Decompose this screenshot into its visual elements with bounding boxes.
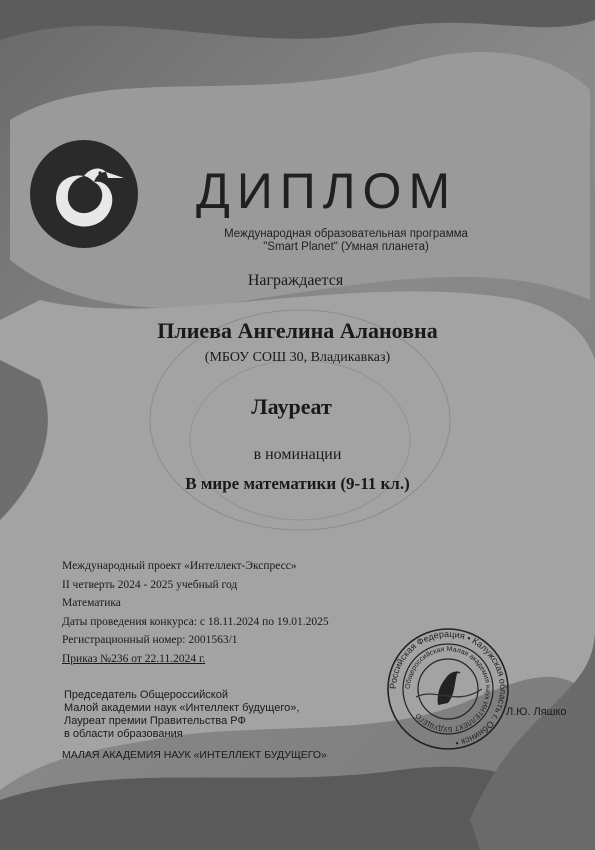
chair-line-3: Лауреат премии Правительства РФ (64, 715, 246, 727)
program-line-1: Международная образовательная программа (224, 228, 468, 240)
stamp-outer-text: Российская Федерация • Калужская область г. Обнинск • (387, 628, 509, 749)
program-subtitle (196, 228, 496, 254)
detail-dates: Даты проведения конкурса: с 18.11.2024 по 19.01.2025 (62, 615, 329, 628)
nomination-label: в номинации (253, 446, 342, 463)
detail-subject: Математика (62, 597, 121, 609)
signer-name: Л.Ю. Ляшко (506, 706, 567, 718)
detail-order: Приказ №236 от 22.11.2024 г. (62, 652, 206, 665)
chair-position (64, 689, 299, 741)
program-line-2: "Smart Planet" (Умная планета) (263, 241, 429, 253)
award-title: Лауреат (251, 394, 332, 419)
chair-line-2: Малой академии наук «Интеллект будущего», (64, 702, 300, 714)
detail-period: II четверть 2024 - 2025 учебный год (62, 578, 238, 591)
project-details (62, 557, 329, 668)
awarded-label: Награждается (247, 272, 344, 289)
recipient-name: Плиева Ангелина Алановна (157, 318, 438, 343)
stamp-icon (386, 627, 510, 751)
bird-in-circle-icon (28, 138, 140, 250)
chair-line-1: Председатель Общероссийской (64, 689, 228, 701)
nomination-title: В мире математики (9-11 кл.) (185, 474, 410, 493)
footer-academy: МАЛАЯ АКАДЕМИЯ НАУК «ИНТЕЛЛЕКТ БУДУЩЕГО» (62, 749, 327, 761)
stamp-inner-text: Общероссийская Малая академия наук ИНТЕЛЛЕКТ БУДУЩЕГО (404, 645, 492, 733)
detail-reg-number: Регистрационный номер: 2001563/1 (62, 634, 238, 646)
recipient-org: (МБОУ СОШ 30, Владикавказ) (204, 350, 391, 365)
diploma-title: ДИПЛОМ (196, 163, 458, 219)
chair-line-4: в области образования (64, 728, 183, 740)
detail-project: Международный проект «Интеллект-Экспресс» (62, 560, 297, 572)
